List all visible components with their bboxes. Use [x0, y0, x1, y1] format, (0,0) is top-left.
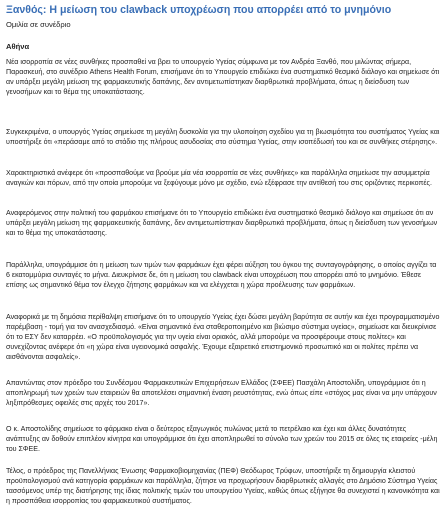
article-paragraph: Παράλληλα, υπογράμμισε ότι η μείωση των τιμών των φαρμάκων έχει φέρει αύξηση του όγκου της συνταγογράφησης, ο οποίος αγγίζει τα 6 εκατομμύρια συνταγές το μήνα. Διευκρίνισε δε, ότι η μείωση του clawback είναι υποχρέωση που απορρέει από το μνημόνιο. Έθεσε επίσης ως σημαντικό θέμα τον έλεγχο ζήτησης φαρμάκων και να ελέγχεται η χώρα προέλευσης των φαρμάκων. [6, 261, 437, 290]
article-paragraph: Απαντώντας στον πρόεδρο του Συνδέσμου Φαρμακευτικών Επιχειρήσεων Ελλάδος (ΣΦΕΕ) Πασχάλη Αποστολίδη, υπογράμμισε ότι η αποπληρωμή των χρεών των εταιρειών θα αποτελέσει σημαντική έναση ρευστότητας, ενώ όπως είπε «στόχος μας είναι να μην υπάρχουν ληξιπρόθεσμες οφειλές στις αρχές του 2017». [6, 379, 437, 408]
article-paragraph: Συγκεκριμένα, ο υπουργός Υγείας σημείωσε τη μεγάλη δυσκολία για την υλοποίηση σχεδίου για τη βιωσιμότητα του συστήματος Υγείας και υποστήριξε ότι «περάσαμε από το στάδιο της πλήρους ασυδοσίας στο σύστημα Υγείας, στην ισοπέδωσή του και σε συνθήκες στέρησης». [6, 128, 440, 147]
article-paragraph: Νέα ισορροπία σε νέες συνθήκες προσπαθεί να βρει το υπουργείο Υγείας σύμφωνα με τον Ανδρέα Ξανθό, που μιλώντας σήμερα, Παρασκευή, στο συνέδριο Athens Health Forum, επισήμανε ότι το Υπουργείο επιδιώκει ένα συστηματικό θεσμικό διάλογο και σημείωσε ότι αν υπάρξει μεγάλη μείωση της φαρμακευτικής δαπάνης, δεν αντιμετωπίστηκαν διαρθρωτικά προβλήματα, όπως η διείσδυση των γενοσήμων και το θέμα της υποκατάστασης. [6, 58, 440, 97]
article-paragraph: Ο κ. Αποστολίδης σημείωσε το φάρμακο είναι ο δεύτερος εξαγωγικός πυλώνας μετά το πετρέλαιο και έχει και άλλες δυνατότητες ανάπτυξης αν δοθούν επιπλέον κίνητρα και υπογράμμισε ότι έχει αποπληρωθεί το σύνολο των χρεών του 2015 σε όλες τις εταιρείες -μέλη του ΣΦΕΕ. [6, 425, 438, 454]
article-paragraph: Χαρακτηριστικά ανέφερε ότι «προσπαθούμε να βρούμε μία νέα ισορροπία σε νέες συνθήκες» και παράλληλα σημείωσε την ασυμμετρία αναγκών και πόρων, από την οποία μπορούμε να ξεφύγουμε μόνο με σχέδιο, ενώ εξέφρασε την αντίθεσή του στις οριζόντιες περικοπές. [6, 169, 432, 188]
article-paragraph: Τέλος, ο πρόεδρος της Πανελλήνιας Ένωσης Φαρμακοβιομηχανίας (ΠΕΦ) Θεόδωρος Τρύφων, υποστήριξε τη δημιουργία κλειστού προϋπολογισμού ανά κατηγορία φαρμάκων και παράλληλα, ζήτησε να προχωρήσουν διαρθρωτικές αλλαγές στο Δημόσιο Σύστημα Υγείας τασσόμενος υπέρ της διατήρησης της ίδιας πολιτικής τιμών του υπουργείου Υγείας, καθώς όπως εξήγησε θα συνεχιστεί η κανονικότητα και η προσπάθεια ισορροπίας του φαρμακευτικού συστήματος. [6, 467, 440, 506]
article-subtitle: Ομιλία σε συνέδριο [6, 20, 71, 29]
article-paragraph: Αναφερόμενος στην πολιτική του φαρμάκου επισήμανε ότι το Υπουργείο επιδιώκει ένα συστηματικό θεσμικό διάλογο και σημείωσε ότι αν υπάρξει μεγάλη μείωση της φαρμακευτικής δαπάνης, δεν αντιμετωπίστηκαν διαρθρωτικά προβλήματα, όπως η διείσδυση των γενοσήμων και το θέμα της υποκατάστασης. [6, 209, 438, 238]
article-title: Ξανθός: Η μείωση του clawback υποχρέωση που απορρέει από το μνημόνιο [6, 4, 392, 16]
article-paragraph: Αναφορικά με τη δημόσια περίθαλψη επισήμανε ότι το υπουργείο Υγείας έχει δώσει μεγάλη βαρύτητα σε αυτήν και έχει προγραμματισμένο παρέμβαση - τομή για τον ανασχεδιασμό. «Είναι σημαντικό ένα σταθεροποιημένο και βιώσιμο σύστημα υγείας», σημείωσε και διευκρίνισε ότι το ΕΣΥ δεν καταρρέει. «Ο προϋπολογισμός για την υγεία είναι οριακός, αλλά μπορούμε να προσφέρουμε στους πολίτες» και συνεχίζοντας ανέφερε ότι «η χώρα είναι υγειονομικά ασφαλής. Έχουμε εξαιρετικό επιστημονικό προσωπικό και οι πολίτες πρέπει να αισθάνονται ασφαλείς». [6, 313, 440, 362]
article-dateline: Αθήνα [6, 42, 30, 51]
